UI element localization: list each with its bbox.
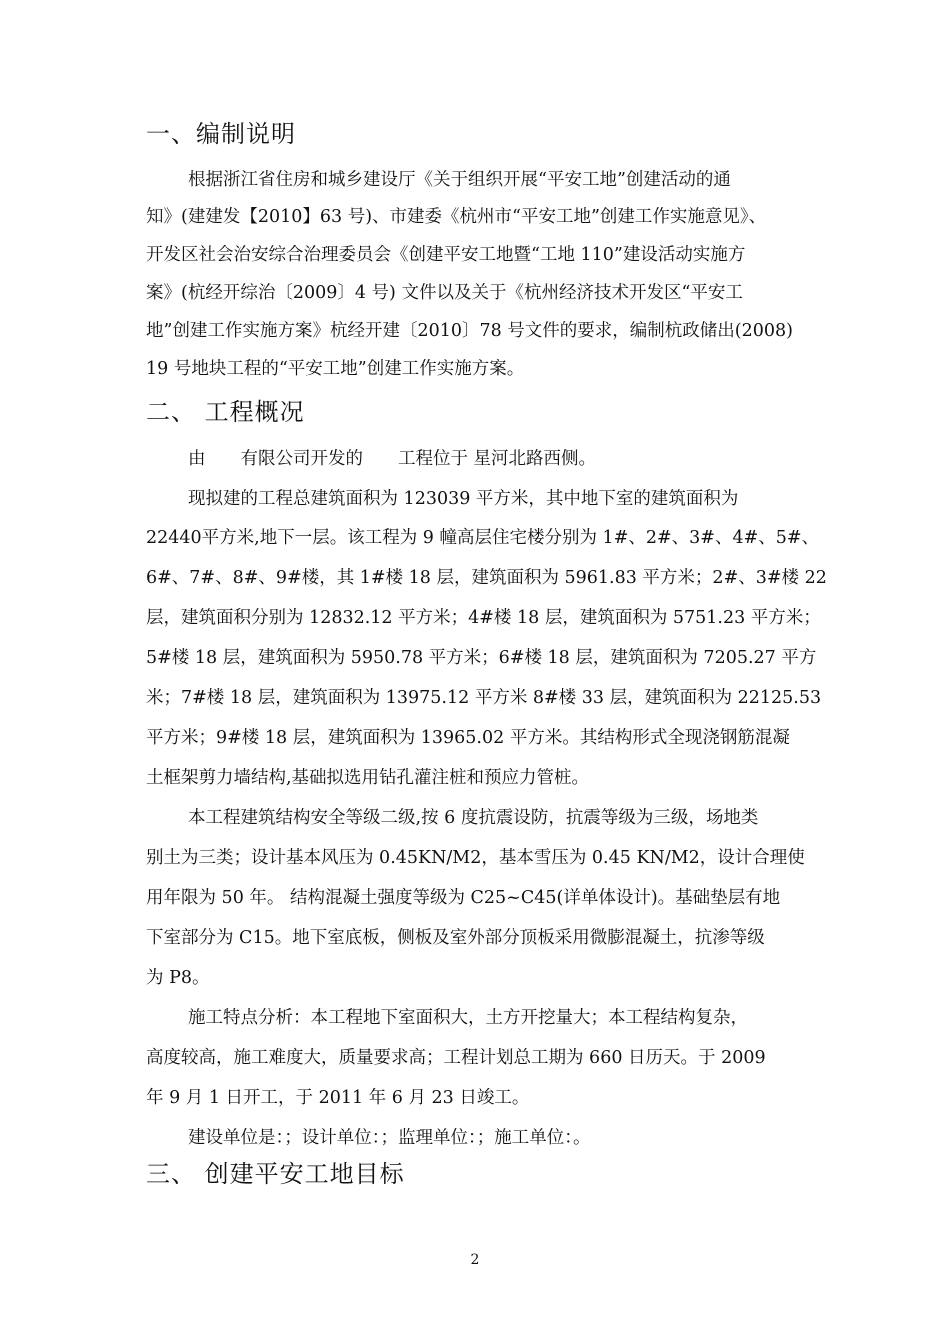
section-2-features-line-2: 高度较高，施工难度大，质量要求高；工程计划总工期为 660 日历天。于 2009: [146, 1048, 766, 1068]
section-2-heading: 二、 工程概况: [146, 398, 305, 426]
section-1-line-4: 案》(杭经开综治〔2009〕4 号) 文件以及关于《杭州经济技术开发区“平安工: [146, 283, 743, 303]
section-2-area-line-8: 土框架剪力墙结构,基础拟选用钻孔灌注桩和预应力管桩。: [146, 768, 590, 788]
section-2-area-line-3: 6#、7#、8#、9#楼，其 1#楼 18 层，建筑面积为 5961.83 平方米；2#、3#楼 22: [146, 568, 827, 588]
section-1-line-1: 根据浙江省住房和城乡建设厅《关于组织开展“平安工地”创建活动的通: [188, 170, 731, 190]
section-1-line-5: 地”创建工作实施方案》杭经开建〔2010〕78 号文件的要求，编制杭政储出(2008): [146, 321, 794, 341]
page-number: 2: [470, 1252, 480, 1268]
section-2-structure-line-1: 本工程建筑结构安全等级二级,按 6 度抗震设防，抗震等级为三级，场地类: [188, 808, 759, 828]
section-2-structure-line-3: 用年限为 50 年。 结构混凝土强度等级为 C25~C45(详单体设计)。基础垫层有地: [146, 888, 781, 908]
section-1-line-6: 19 号地块工程的“平安工地”创建工作实施方案。: [146, 359, 525, 379]
section-2-area-line-1: 现拟建的工程总建筑面积为 123039 平方米，其中地下室的建筑面积为: [188, 489, 739, 509]
section-2-area-line-6: 米；7#楼 18 层，建筑面积为 13975.12 平方米 8#楼 33 层，建筑面积为 22125.53: [146, 688, 822, 708]
section-2-developer-line: 由 有限公司开发的 工程位于 星河北路西侧。: [188, 449, 597, 469]
section-2-area-line-4: 层，建筑面积分别为 12832.12 平方米；4#楼 18 层，建筑面积为 5751.23 平方米；: [146, 608, 821, 628]
section-2-structure-line-2: 别土为三类；设计基本风压为 0.45KN/M2，基本雪压为 0.45 KN/M2，设计合理使: [146, 848, 805, 868]
section-2-area-line-2: 22440平方米,地下一层。该工程为 9 幢高层住宅楼分别为 1#、2#、3#、4#、5#、: [146, 528, 820, 548]
section-2-features-line-1: 施工特点分析：本工程地下室面积大，土方开挖量大；本工程结构复杂，: [188, 1008, 748, 1028]
section-2-structure-line-5: 为 P8。: [146, 968, 210, 988]
section-2-features-line-3: 年 9 月 1 日开工，于 2011 年 6 月 23 日竣工。: [146, 1088, 530, 1108]
section-2-structure-line-4: 下室部分为 C15。地下室底板，侧板及室外部分顶板采用微膨混凝土，抗渗等级: [146, 928, 765, 948]
section-2-units-line: 建设单位是：；设计单位：；监理单位：；施工单位：。: [188, 1128, 591, 1148]
section-1-line-2: 知》(建建发【2010】63 号)、市建委《杭州市“平安工地”创建工作实施意见》、: [146, 207, 767, 227]
section-2-area-line-7: 平方米；9#楼 18 层，建筑面积为 13965.02 平方米。其结构形式全现浇钢筋混凝: [146, 728, 790, 748]
section-1-heading: 一、编制说明: [146, 120, 296, 148]
section-3-heading: 三、 创建平安工地目标: [146, 1160, 405, 1188]
section-2-area-line-5: 5#楼 18 层，建筑面积为 5950.78 平方米；6#楼 18 层，建筑面积为 7205.27 平方: [146, 648, 817, 668]
section-1-line-3: 开发区社会治安综合治理委员会《创建平安工地暨“工地 110”建设活动实施方: [146, 245, 746, 265]
